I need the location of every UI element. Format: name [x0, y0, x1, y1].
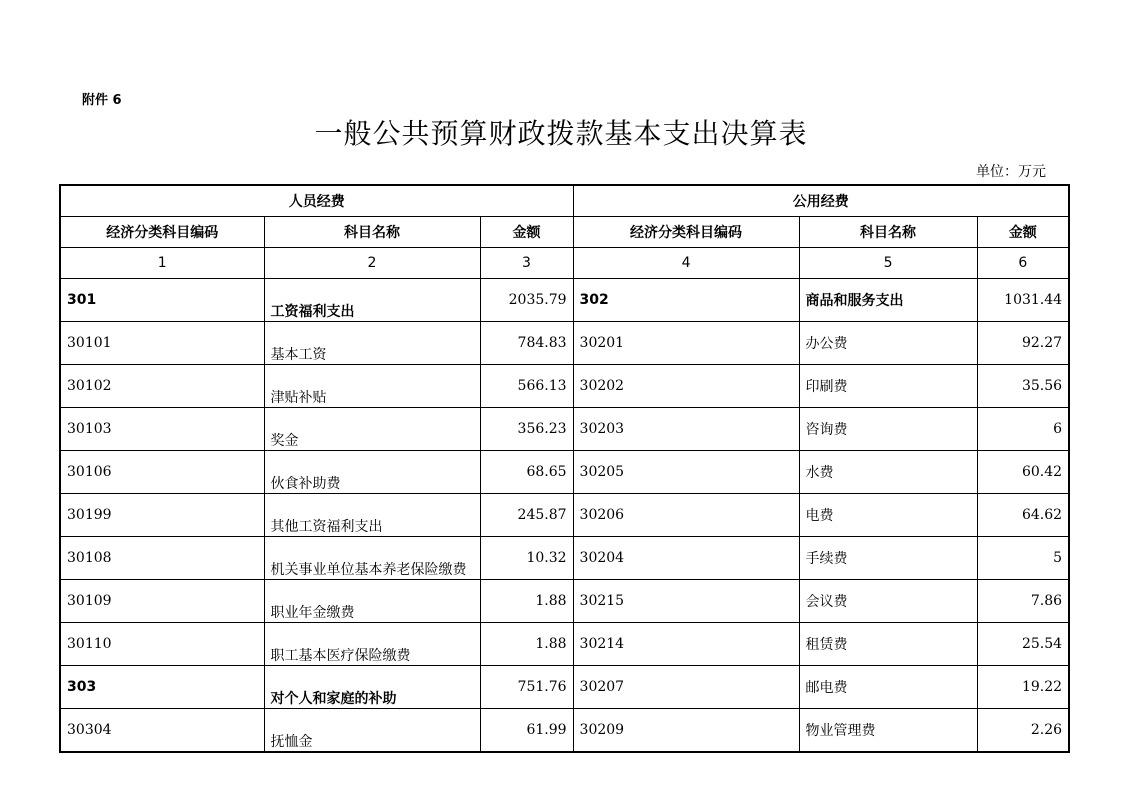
personnel-amount-cell: 1.88 [480, 580, 573, 623]
public-amount-cell: 92.27 [977, 322, 1069, 365]
public-name-cell: 邮电费 [799, 666, 977, 709]
table-row [60, 666, 1069, 709]
public-amount-cell: 6 [977, 408, 1069, 451]
amount-header-personnel: 金额 [480, 217, 573, 248]
public-amount-cell: 1031.44 [977, 279, 1069, 322]
page-title: 一般公共预算财政拨款基本支出决算表 [314, 117, 808, 150]
public-code-cell: 30203 [573, 408, 799, 451]
public-amount-cell: 25.54 [977, 623, 1069, 666]
name-header-personnel: 科目名称 [264, 217, 480, 248]
public-code-cell: 30215 [573, 580, 799, 623]
personnel-name-cell: 职业年金缴费 [264, 580, 480, 623]
name-header-public: 科目名称 [799, 217, 977, 248]
personnel-code-cell: 30109 [60, 580, 264, 623]
col-num-6: 6 [977, 248, 1069, 279]
public-amount-cell: 35.56 [977, 365, 1069, 408]
personnel-amount-cell: 245.87 [480, 494, 573, 537]
budget-table [59, 184, 1070, 753]
personnel-name-cell: 抚恤金 [264, 709, 480, 753]
public-name-cell: 水费 [799, 451, 977, 494]
personnel-code-cell: 30106 [60, 451, 264, 494]
public-amount-cell: 2.26 [977, 709, 1069, 753]
personnel-name-cell: 职工基本医疗保险缴费 [264, 623, 480, 666]
public-name-cell: 手续费 [799, 537, 977, 580]
personnel-name-cell: 基本工资 [264, 322, 480, 365]
personnel-amount-cell: 356.23 [480, 408, 573, 451]
header-row-columns [60, 217, 1069, 248]
table-row [60, 623, 1069, 666]
table-row [60, 494, 1069, 537]
table-row [60, 537, 1069, 580]
header-row-groups [60, 185, 1069, 217]
table-row [60, 451, 1069, 494]
personnel-code-cell: 30103 [60, 408, 264, 451]
public-code-cell: 302 [573, 279, 799, 322]
table-row [60, 365, 1069, 408]
table-row [60, 408, 1069, 451]
personnel-amount-cell: 68.65 [480, 451, 573, 494]
personnel-amount-cell: 1.88 [480, 623, 573, 666]
personnel-amount-cell: 566.13 [480, 365, 573, 408]
personnel-amount-cell: 751.76 [480, 666, 573, 709]
personnel-amount-cell: 784.83 [480, 322, 573, 365]
personnel-code-cell: 30199 [60, 494, 264, 537]
personnel-name-cell: 机关事业单位基本养老保险缴费 [264, 537, 480, 580]
public-name-cell: 印刷费 [799, 365, 977, 408]
public-code-cell: 30204 [573, 537, 799, 580]
col-num-1: 1 [60, 248, 264, 279]
personnel-code-cell: 30304 [60, 709, 264, 753]
personnel-amount-cell: 61.99 [480, 709, 573, 753]
personnel-name-cell: 奖金 [264, 408, 480, 451]
public-name-cell: 会议费 [799, 580, 977, 623]
public-amount-cell: 64.62 [977, 494, 1069, 537]
personnel-name-cell: 伙食补助费 [264, 451, 480, 494]
public-code-cell: 30209 [573, 709, 799, 753]
public-code-cell: 30205 [573, 451, 799, 494]
personnel-name-cell: 津贴补贴 [264, 365, 480, 408]
public-amount-cell: 19.22 [977, 666, 1069, 709]
personnel-header: 人员经费 [60, 185, 573, 217]
public-code-cell: 30206 [573, 494, 799, 537]
public-name-cell: 办公费 [799, 322, 977, 365]
public-name-cell: 咨询费 [799, 408, 977, 451]
unit-label: 单位：万元 [976, 164, 1046, 180]
code-header-public: 经济分类科目编码 [573, 217, 799, 248]
col-num-3: 3 [480, 248, 573, 279]
amount-header-public: 金额 [977, 217, 1069, 248]
header-row-numbers [60, 248, 1069, 279]
col-num-5: 5 [799, 248, 977, 279]
personnel-amount-cell: 2035.79 [480, 279, 573, 322]
public-code-cell: 30201 [573, 322, 799, 365]
personnel-code-cell: 30101 [60, 322, 264, 365]
personnel-name-cell: 对个人和家庭的补助 [264, 666, 480, 709]
personnel-code-cell: 30108 [60, 537, 264, 580]
public-amount-cell: 7.86 [977, 580, 1069, 623]
public-amount-cell: 60.42 [977, 451, 1069, 494]
personnel-code-cell: 303 [60, 666, 264, 709]
personnel-name-cell: 工资福利支出 [264, 279, 480, 322]
public-name-cell: 物业管理费 [799, 709, 977, 753]
personnel-amount-cell: 10.32 [480, 537, 573, 580]
personnel-code-cell: 30110 [60, 623, 264, 666]
attachment-label: 附件 6 [82, 93, 122, 108]
table-row [60, 322, 1069, 365]
public-code-cell: 30202 [573, 365, 799, 408]
public-name-cell: 租赁费 [799, 623, 977, 666]
public-code-cell: 30214 [573, 623, 799, 666]
table-row [60, 580, 1069, 623]
personnel-code-cell: 30102 [60, 365, 264, 408]
col-num-4: 4 [573, 248, 799, 279]
public-amount-cell: 5 [977, 537, 1069, 580]
table-row [60, 709, 1069, 753]
public-name-cell: 电费 [799, 494, 977, 537]
table-row [60, 279, 1069, 322]
public-header: 公用经费 [573, 185, 1069, 217]
public-code-cell: 30207 [573, 666, 799, 709]
public-name-cell: 商品和服务支出 [799, 279, 977, 322]
personnel-name-cell: 其他工资福利支出 [264, 494, 480, 537]
personnel-code-cell: 301 [60, 279, 264, 322]
col-num-2: 2 [264, 248, 480, 279]
code-header-personnel: 经济分类科目编码 [60, 217, 264, 248]
